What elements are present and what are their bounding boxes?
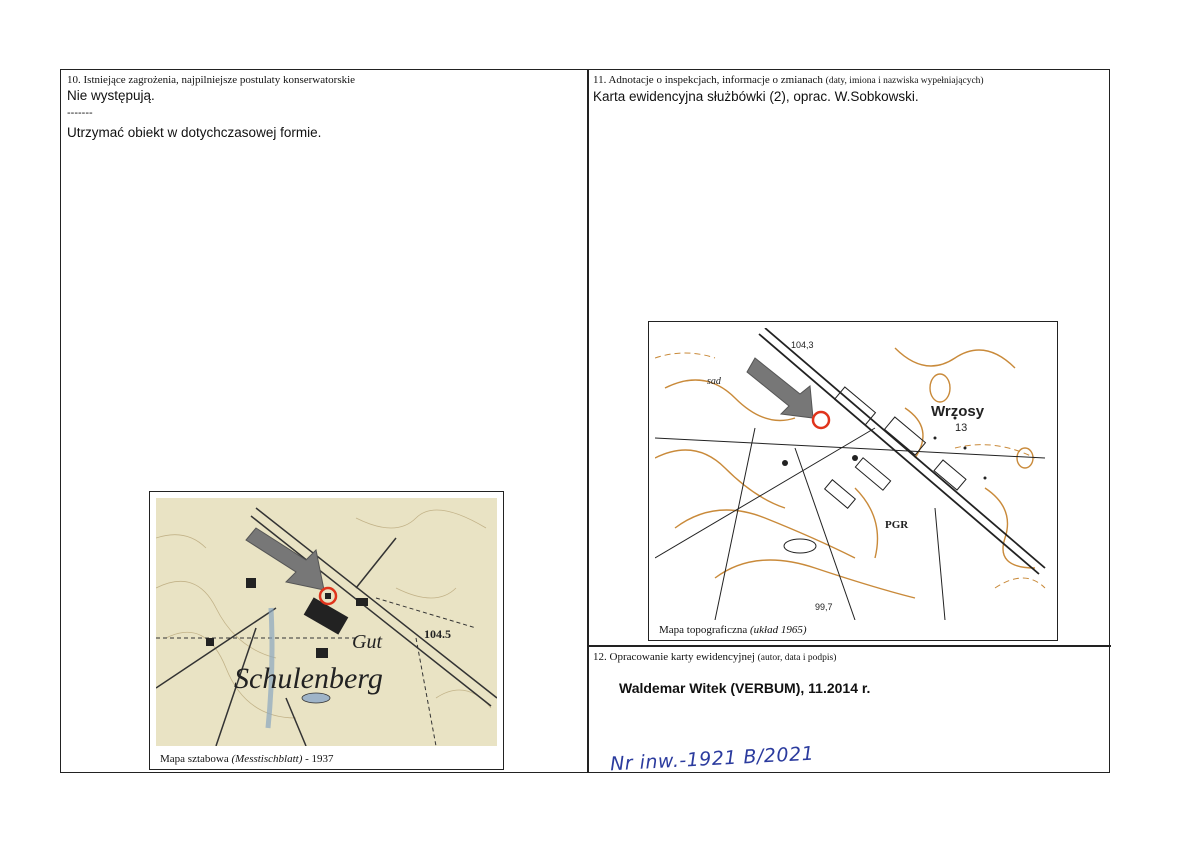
section-12	[593, 650, 1105, 697]
column-divider	[587, 70, 589, 772]
record-card-form	[60, 69, 1110, 773]
section-10-separator: -------	[67, 107, 93, 119]
section-11-text: Karta ewidencyjna służbówki (2), oprac. W.Sobkowski.	[593, 89, 919, 104]
topo-map-label-elev-top: 104,3	[791, 340, 814, 350]
handwritten-inventory-note: Nr inw.-1921 B/2021	[609, 742, 815, 776]
staff-map	[149, 491, 504, 770]
section-12-heading	[593, 650, 1105, 665]
topographic-map-image	[655, 328, 1051, 620]
topo-map-label-sad: sad	[707, 376, 721, 387]
staff-map-caption	[160, 753, 334, 765]
topo-map-label-elev-bottom: 99,7	[815, 602, 833, 612]
topo-map-caption-italic: (układ 1965)	[750, 624, 807, 636]
staff-map-label-name: Schulenberg	[234, 662, 383, 695]
section-11-heading	[593, 73, 1105, 88]
staff-map-caption-suffix: - 1937	[302, 753, 334, 765]
section-10-heading: 10. Istniejące zagrożenia, najpilniejsze postulaty konserwatorskie	[67, 74, 356, 86]
staff-map-caption-italic: (Messtischblatt)	[231, 753, 303, 765]
section-10-line2: Utrzymać obiekt w dotychczasowej formie.	[67, 125, 322, 140]
section-10-line1: Nie występują.	[67, 88, 155, 103]
topo-map-caption-prefix: Mapa topograficzna	[659, 624, 751, 636]
topographic-map	[648, 321, 1058, 641]
section-10	[67, 73, 579, 142]
topo-map-label-village: Wrzosy	[931, 403, 985, 420]
section-11-heading-note: (daty, imiona i nazwiska wypełniających)	[825, 76, 984, 86]
section-11	[593, 73, 1105, 106]
topo-map-label-pgr: PGR	[885, 519, 909, 531]
section-12-heading-main: 12. Opracowanie karty ewidencyjnej	[593, 651, 755, 663]
staff-map-label-elev: 104.5	[424, 627, 451, 641]
row-divider	[587, 645, 1111, 647]
section-12-author: Waldemar Witek (VERBUM), 11.2014 r.	[619, 680, 871, 696]
staff-map-image	[156, 498, 497, 746]
section-12-heading-note: (autor, data i podpis)	[757, 653, 837, 663]
topo-map-caption	[659, 624, 807, 636]
staff-map-label-gut: Gut	[352, 631, 382, 653]
section-11-heading-main: 11. Adnotacje o inspekcjach, informacje o zmianach	[593, 74, 823, 86]
staff-map-caption-prefix: Mapa sztabowa	[160, 753, 232, 765]
topo-map-label-number: 13	[955, 422, 968, 434]
